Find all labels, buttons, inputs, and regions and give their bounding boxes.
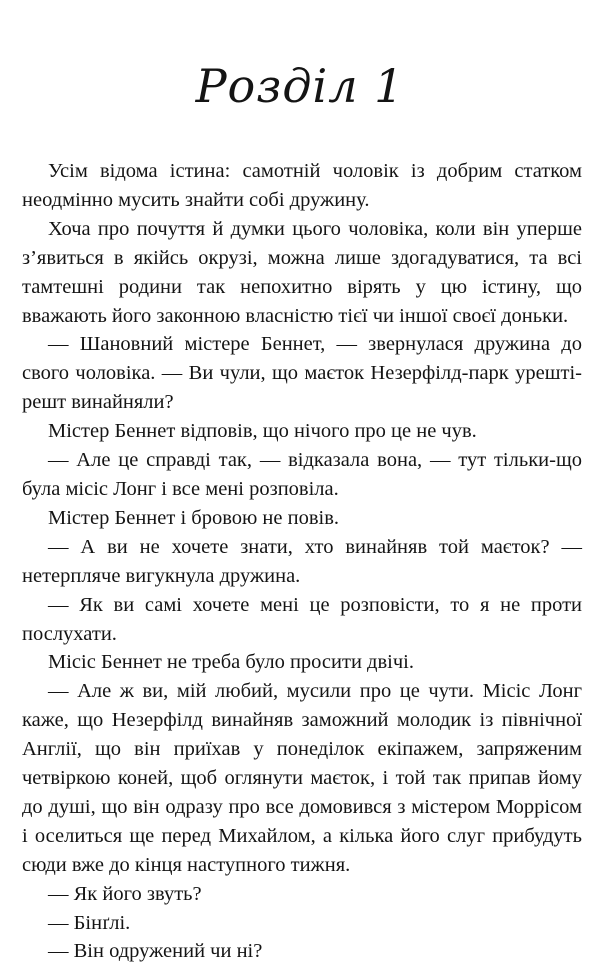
paragraph: — Але це справді так, — відказала вона, — тут тільки-що була місіс Лонг і все мені розповіла. <box>22 449 582 500</box>
paragraph: — Але ж ви, мій любий, мусили про це чути. Місіс Лонг каже, що Незерфілд винайняв заможний молодик із північної Англії, що він приїхав у понеділок екіпажем, запряженим четвіркою коней, щоб оглянути маєток, і той так припав йому до душі, що він одразу про все домовився з містером Моррісом і оселиться ще перед Михайлом, а кілька його слуг прибудуть сюди вже до кінця наступного тижня. <box>22 680 582 876</box>
paragraph: — Він одружений чи ні? <box>48 940 263 963</box>
paragraph: — Як його звуть? <box>48 882 202 905</box>
paragraph: Містер Беннет відповів, що нічого про це не чув. <box>48 420 477 443</box>
chapter-title: Розділ 1 <box>195 59 405 113</box>
paragraph: Містер Беннет і бровою не повів. <box>48 506 340 529</box>
paragraph: Усім відома істина: самотній чоловік із добрим статком неодмінно мусить знайти собі дружину. <box>22 160 582 211</box>
chapter-body <box>22 157 582 966</box>
paragraph: — Бінґлі. <box>48 911 131 934</box>
paragraph: — Як ви самі хочете мені це розповісти, то я не проти послухати. <box>22 593 582 645</box>
paragraph: Хоча про почуття й думки цього чоловіка, коли він уперше з’явиться в якійсь окрузі, можна лише здогадуватися, та всі тамтешні родини так непохитно вірять у цю істину, що вважають його законною власністю тієї чи іншої своєї доньки. <box>22 217 582 327</box>
paragraph: — Шановний містере Беннет, — звернулася дружина до свого чоловіка. — Ви чули, що маєток Незерфілд-парк урешті-решт винайняли? <box>22 333 582 414</box>
paragraph: — А ви не хочете знати, хто винайняв той маєток? — нетерпляче вигукнула дружина. <box>22 535 582 587</box>
paragraph: Місіс Беннет не треба було просити двічі. <box>48 651 414 674</box>
